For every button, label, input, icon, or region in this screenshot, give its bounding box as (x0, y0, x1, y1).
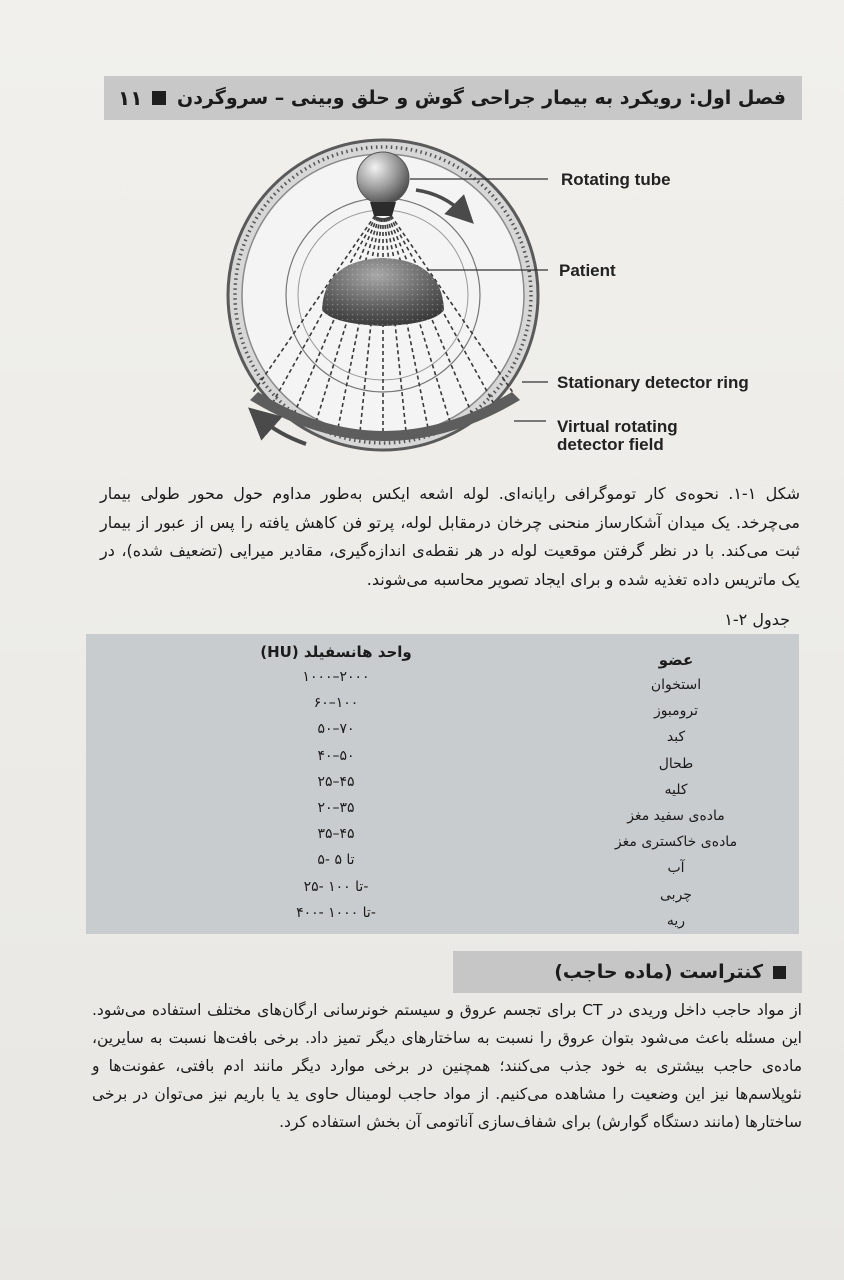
hounsfield-table (86, 634, 799, 934)
page-number-block (118, 86, 166, 110)
table-cell-organ: ریه (666, 912, 686, 929)
table-cell-organ: ماده‌ی سفید مغز (627, 807, 725, 824)
ct-diagram (220, 132, 760, 472)
hu-header: واحد هانسفیلد (HU) (260, 643, 412, 661)
table-cell-organ: چربی (660, 886, 692, 903)
label-virtual-field-2: detector field (557, 435, 664, 454)
table-cell-hu: ۶۰–۱۰۰ (313, 695, 359, 712)
table-cell-organ: آب (667, 860, 685, 877)
section-paragraph: از مواد حاجب داخل وریدی در CT برای تجسم عروق و سیستم خونرسانی ارگان‌های مختلف استفاده می‌شود. این مسئله باعث می‌شود بتوان عروق را نسبت به ساختارهای دیگر تمیز داد. برخی بافت‌ها نسبت به سایرین، ماده‌ی حاجب بیشتری به خود جذب می‌کنند؛ همچنین در برخی موارد دیگر مانند ادم بافتی، عفونت‌ها و نئوپلاسم‌ها نیز این وضعیت را مشاهده می‌کنیم. از مواد حاجب لومینال حاوی ید یا باریم نیز می‌توان در برخی ساختارها (مانند دستگاه گوارش) برای شفاف‌سازی آناتومی آن بخش استفاده کرد. (92, 1001, 802, 1131)
figure-caption: شکل ۱-۱. نحوه‌ی کار توموگرافی رایانه‌ای. لوله اشعه ایکس به‌طور مداوم حول محور طولی بیمار می‌چرخد. یک میدان آشکارساز منحنی چرخان درمقابل لوله، پرتو فن کاهش یافته را پس از عبور از بیمار ثبت می‌کند. با در نظر گرفتن موقعیت لوله در هر نقطه‌ی اندازه‌گیری، مقادیر میرایی (تضعیف شده)، در یک ماتریس داده تغذیه شده و برای ایجاد تصویر محاسبه می‌شوند. (100, 484, 800, 589)
table-cell-organ: ماده‌ی خاکستری مغز (614, 834, 738, 851)
table-cell-hu: ۱۰۰۰–۲۰۰۰ (302, 669, 370, 685)
organ-header: عضو (658, 651, 694, 669)
table-cell-organ: کلیه (664, 781, 688, 798)
hu-column (226, 640, 446, 926)
label-virtual-field-1: Virtual rotating (557, 417, 678, 436)
chapter-title: فصل اول: رویکرد به بیمار جراحی گوش و حلق وبینی – سروگردن (177, 87, 786, 109)
table-cell-hu: ۲۰–۳۵ (317, 799, 355, 816)
table-cell-organ: استخوان (650, 677, 702, 693)
collimator (370, 202, 396, 216)
table-cell-organ: طحال (658, 755, 694, 772)
label-stationary-ring: Stationary detector ring (557, 373, 749, 392)
table-cell-hu: ۲۵- تا ۱۰۰- (303, 878, 369, 895)
section-title: کنتراست (ماده حاجب) (554, 961, 763, 983)
table-cell-hu: ۵- تا ۵ (317, 852, 355, 869)
table-cell-organ: کبد (666, 729, 686, 746)
table-cell-hu: ۵۰–۷۰ (317, 721, 355, 738)
ct-gantry-illustration (220, 132, 760, 472)
table-cell-hu: ۴۰–۵۰ (317, 747, 355, 764)
section-heading (453, 951, 802, 993)
page-number: ۱۱ (118, 86, 143, 110)
table-cell-hu: ۴۰۰- تا ۱۰۰۰- (296, 904, 376, 921)
organ-column (566, 648, 786, 934)
table-title: جدول ۲-۱ (724, 610, 790, 629)
table-cell-organ: ترومبوز (653, 703, 699, 720)
table-cell-hu: ۲۵–۴۵ (317, 773, 355, 790)
label-patient: Patient (559, 261, 616, 280)
square-bullet-icon (152, 91, 166, 105)
square-bullet-icon (773, 966, 786, 979)
running-header (104, 76, 802, 120)
label-rotating-tube: Rotating tube (561, 170, 671, 189)
xray-tube (357, 152, 409, 204)
table-cell-hu: ۳۵–۴۵ (317, 826, 355, 843)
